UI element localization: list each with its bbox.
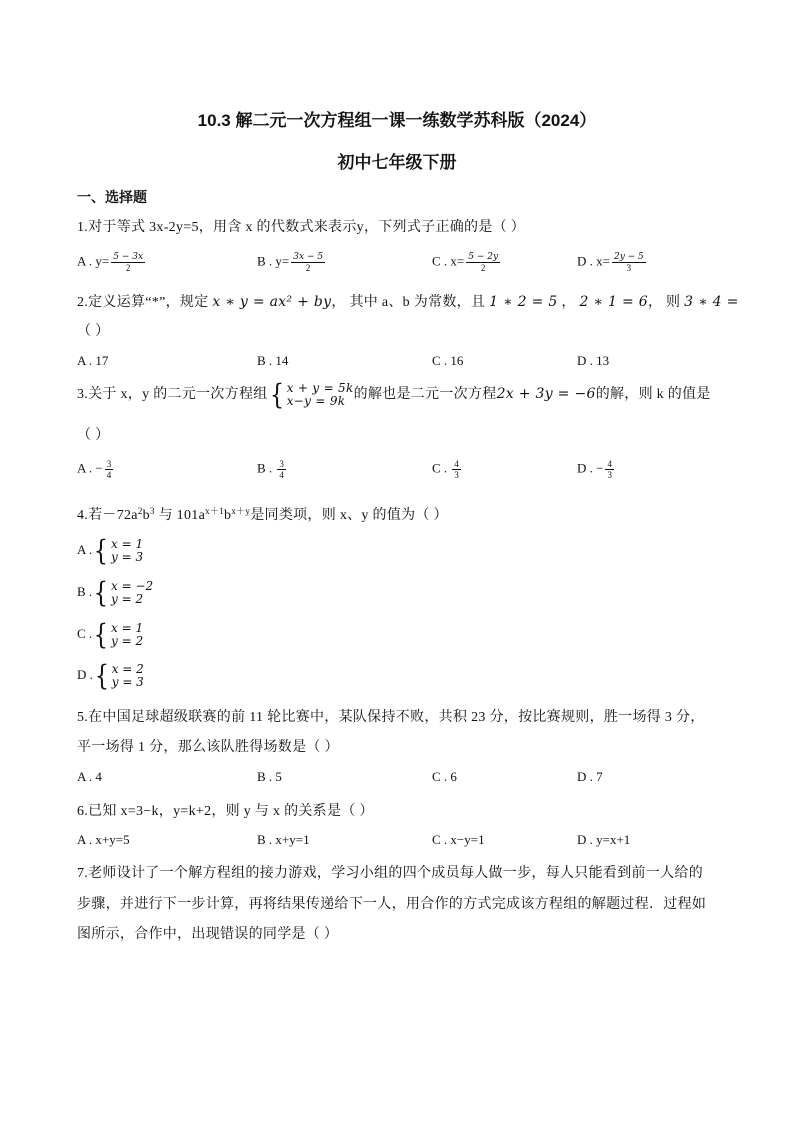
equation-line: y = 2 (111, 592, 144, 606)
question-3-option-b (257, 459, 288, 480)
fraction (277, 459, 286, 480)
brace-icon: { (93, 534, 109, 567)
math-condition: 1 ∗ 2 = 5 (489, 294, 558, 310)
question-2-option-a: A . 17 (77, 353, 109, 368)
fraction-denominator: 3 (454, 470, 459, 480)
option-label: A . (77, 460, 93, 476)
brace-icon: { (94, 659, 109, 692)
question-4-option-a (77, 534, 144, 567)
fraction-denominator: 2 (125, 263, 131, 273)
question-6-option-d: D . y=x+1 (577, 832, 631, 847)
question-text: b (142, 508, 150, 523)
question-5-option-b: B . 5 (257, 769, 282, 784)
question-text: 的解，则 k 的值是 (595, 387, 711, 403)
question-4-option-b (77, 576, 154, 609)
equation-system (268, 378, 354, 411)
math-expression: 3 ∗ 4 = (684, 294, 739, 310)
question-2-option-d: D . 13 (577, 353, 610, 368)
section-heading: 一、选择题 (77, 189, 147, 205)
fraction (291, 252, 325, 273)
question-1-option-c (432, 252, 502, 273)
math-condition: 2 ∗ 1 = 6 (579, 294, 648, 310)
question-text: 与 101a (158, 508, 206, 523)
fraction-numerator: 4 (454, 459, 459, 469)
fraction (605, 459, 614, 480)
equation-system (93, 659, 144, 692)
question-1-option-b (257, 252, 327, 273)
option-label: D . x= (577, 253, 610, 269)
option-label: A . (77, 541, 93, 557)
fraction-numerator: 5 − 2y (468, 252, 499, 262)
question-5-option-d: D . 7 (577, 769, 603, 784)
equation-line: x−y = 9k (286, 394, 346, 408)
exponent: x＋1 (205, 506, 224, 516)
question-6-text: 6.已知 x=3−k，y=k+2，则 y 与 x 的关系是（ ） (77, 804, 374, 819)
equation-system (92, 534, 144, 567)
question-4-text (77, 504, 448, 524)
question-6-option-a: A . x+y=5 (77, 832, 130, 847)
fraction (612, 252, 646, 273)
option-label: A . y= (77, 253, 110, 269)
fraction-denominator: 3 (626, 263, 632, 273)
brace-icon: { (93, 618, 109, 651)
option-label: D . (577, 460, 593, 476)
equation-line: x + y = 5k (286, 381, 354, 395)
fraction-denominator: 2 (305, 263, 311, 273)
math-equation: 2x + 3y = −6 (496, 386, 596, 403)
option-label: C . (432, 460, 448, 476)
fraction-denominator: 3 (607, 470, 612, 480)
document-subtitle: 初中七年级下册 (337, 153, 457, 172)
question-5-line-1: 5.在中国足球超级联赛的前 11 轮比赛中，某队保持不败，共积 23 分，按比赛规则，胜一场得 3 分， (77, 710, 705, 725)
question-6-option-c: C . x−y=1 (432, 832, 485, 847)
question-text: b (224, 508, 232, 523)
question-2-option-b: B . 14 (257, 353, 289, 368)
question-text: ， 则 (647, 295, 681, 310)
brace-icon: { (93, 576, 109, 609)
question-text: 是同类项，则 x、y 的值为（ ） (250, 508, 448, 523)
exponent: 3 (149, 506, 155, 516)
document-title: 10.3 解二元一次方程组一课一练数学苏科版（2024） (197, 111, 597, 130)
equation-line: y = 2 (111, 634, 144, 648)
question-2-option-c: C . 16 (432, 353, 464, 368)
option-label: D . (77, 666, 93, 682)
equation-line: x = 1 (111, 537, 144, 551)
equation-line: x = 1 (111, 621, 144, 635)
fraction-numerator: 3 (106, 459, 112, 469)
fraction (111, 252, 145, 273)
fraction-numerator: 3 (279, 459, 284, 469)
question-5-option-a: A . 4 (77, 769, 102, 784)
fraction-numerator: 5 − 3x (113, 252, 144, 262)
equation-system (92, 618, 144, 651)
question-6-option-b: B . x+y=1 (257, 832, 310, 847)
question-3-option-d (577, 459, 616, 480)
question-1-option-d (577, 252, 648, 273)
fraction-denominator: 4 (279, 470, 284, 480)
question-7-line-3: 图所示，合作中，出现错误的同学是（ ） (77, 927, 339, 942)
question-1-option-a (77, 252, 147, 273)
brace-icon: { (269, 378, 284, 411)
question-4-option-c (77, 618, 144, 651)
equation-line: x = 2 (111, 662, 144, 676)
question-text: 的解也是二元一次方程 (353, 387, 497, 403)
fraction (466, 252, 500, 273)
question-7-line-1: 7.老师设计了一个解方程组的接力游戏，学习小组的四个成员每人做一步，每人只能看到前一人给的 (77, 866, 703, 881)
equation-line: x = −2 (111, 579, 154, 593)
question-text: 2.定义运算“*”，规定 (77, 295, 209, 310)
equation-line: y = 3 (111, 675, 144, 689)
question-4-option-d (77, 659, 144, 692)
question-text: 3.关于 x，y 的二元一次方程组 (77, 387, 268, 403)
question-2-text: 2.定义运算“*”，规定 x ∗ y = ax² + by， 其中 a、b 为常数，且 1 ∗ 2 = 5 ， 2 ∗ 1 = 6， 则 3 ∗ 4 = (77, 294, 739, 310)
question-text: 4.若－72a (77, 508, 138, 523)
question-2-paren: （ ） (77, 324, 110, 339)
option-label: B . y= (257, 253, 290, 269)
fraction (105, 459, 114, 480)
fraction-denominator: 2 (480, 263, 486, 273)
question-3-text (77, 378, 711, 411)
fraction-denominator: 4 (106, 470, 112, 480)
fraction-numerator: 4 (607, 459, 612, 469)
option-label: C . (77, 625, 93, 641)
option-label: C . x= (432, 253, 465, 269)
question-5-option-c: C . 6 (432, 769, 457, 784)
fraction-numerator: 3x − 5 (293, 252, 324, 262)
question-1-text: 1.对于等式 3x-2y=5，用含 x 的代数式来表示y，下列式子正确的是（ ） (77, 220, 526, 235)
question-5-line-2: 平一场得 1 分，那么该队胜得场数是（ ） (77, 740, 339, 755)
option-label: B . (77, 583, 93, 599)
fraction (452, 459, 461, 480)
option-label: B . (257, 460, 273, 476)
question-3-option-a (77, 459, 115, 480)
question-7-line-2: 步骤，并进行下一步计算，再将结果传递给下一人，用合作的方式完成该方程组的解题过程．过程如 (77, 897, 707, 912)
question-text: ， 其中 a、b 为常数，且 (331, 295, 486, 310)
exponent: x＋y (231, 506, 251, 516)
exponent: 2 (137, 506, 143, 516)
minus-sign: − (596, 460, 604, 476)
question-3-option-c (432, 459, 463, 480)
question-3-paren: （ ） (77, 428, 110, 443)
math-formula: x ∗ y = ax² + by (212, 294, 332, 310)
equation-system (92, 576, 154, 609)
equation-line: y = 3 (111, 550, 144, 564)
minus-sign: − (95, 460, 103, 476)
fraction-numerator: 2y − 5 (613, 252, 644, 262)
